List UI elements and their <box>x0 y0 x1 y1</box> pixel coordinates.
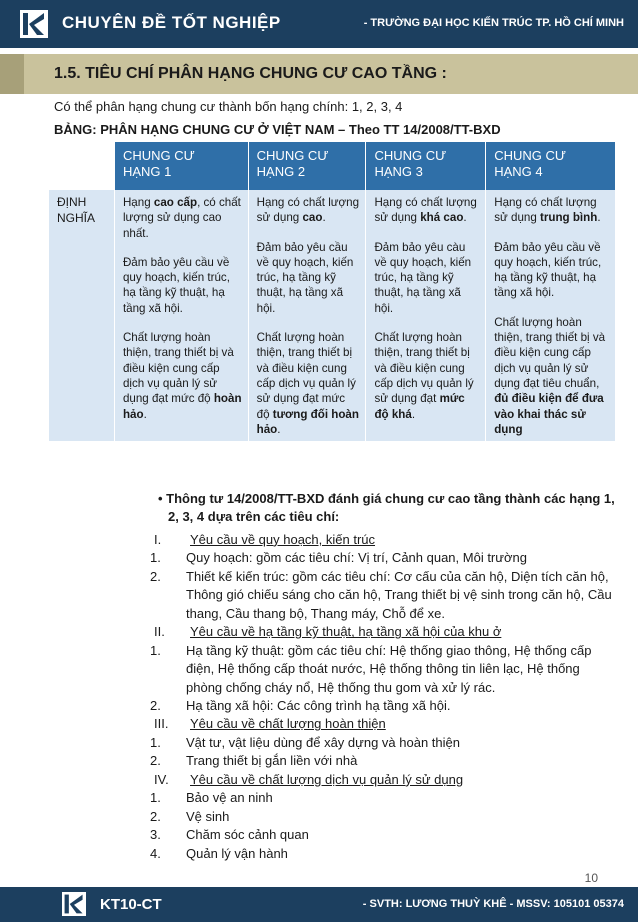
list-item-number: III. <box>154 716 169 732</box>
section-title: 1.5. TIÊU CHÍ PHÂN HẠNG CHUNG CƯ CAO TẦNG : <box>54 65 447 82</box>
table-header-row <box>49 142 616 190</box>
list-item-number: 2. <box>150 697 161 713</box>
criteria-list <box>150 490 616 863</box>
criteria-lead: • Thông tư 14/2008/TT-BXD đánh giá chung cư cao tầng thành các hạng 1, 2, 3, 4 dựa trên các tiêu chí: <box>158 491 615 525</box>
list-item <box>150 771 616 789</box>
header-line-1: CHUNG CƯ <box>122 148 195 163</box>
cell-paragraph: Hạng có chất lượng sử dụng trung bình. <box>494 196 601 225</box>
school-name: - TRƯỜNG ĐẠI HỌC KIẾN TRÚC TP. HỒ CHÍ MINH <box>363 17 624 29</box>
list-item <box>150 531 616 549</box>
list-item-number: 2. <box>150 808 161 824</box>
list-item-number: 3. <box>150 827 161 843</box>
list-item-text: Quản lý vận hành <box>186 845 288 861</box>
cell-paragraph: Chất lượng hoàn thiện, trang thiết bị và điều kiện cung cấp dịch vụ quản lý sử dụng đạt mức độ hoàn hảo. <box>122 331 242 421</box>
section-heading-band <box>0 54 638 94</box>
cell-paragraph: Đảm bảo yêu cầu về quy hoạch, kiến trúc, hạ tầng kỹ thuật, hạ tầng xã hội. <box>122 255 230 315</box>
list-item-number: IV. <box>154 771 169 787</box>
author-info: - SVTH: LƯƠNG THUỲ KHÊ - MSSV: 105101 05374 <box>362 898 624 910</box>
list-item <box>150 715 616 733</box>
table-header-cell <box>486 142 616 190</box>
table-header-cell <box>366 142 486 190</box>
list-item <box>150 789 616 807</box>
top-header-bar <box>0 0 638 48</box>
list-item <box>150 826 616 844</box>
list-item-text: Yêu cầu về chất lượng dịch vụ quản lý sử dụng <box>190 771 464 787</box>
list-item-number: 2. <box>150 753 161 769</box>
list-item <box>150 568 616 623</box>
table-row <box>49 190 616 441</box>
cell-paragraph: Đảm bảo yêu cầu về quy hoạch, kiến trúc, hạ tầng kỹ thuật, hạ tầng xã hội. <box>494 240 602 300</box>
list-item-number: 1. <box>150 790 161 806</box>
brand-title: CHUYÊN ĐỀ TỐT NGHIỆP <box>62 13 281 32</box>
table-cell <box>486 190 616 441</box>
cell-paragraph: Đảm bảo yêu càu về quy hoạch, kiến trúc, hạ tầng kỹ thuật, hạ tầng xã hội. <box>374 240 472 315</box>
cell-paragraph: Chất lượng hoàn thiện, trang thiết bị và điều kiện cung cấp dịch vụ quản lý sử dụng đạt mức độ khá. <box>374 331 474 421</box>
list-item <box>150 845 616 863</box>
list-item-text: Yêu cầu về hạ tầng kỹ thuật, hạ tầng xã hội của khu ở <box>190 624 502 640</box>
header-line-1: CHUNG CƯ <box>256 148 329 163</box>
table-cell <box>366 190 486 441</box>
header-line-2: HẠNG 4 <box>494 164 543 180</box>
list-item <box>150 808 616 826</box>
cell-paragraph: Chất lượng hoàn thiện, trang thiết bị và điều kiện cung cấp dịch vụ quản lý sử dụng đạt mức độ tương đối hoàn hảo. <box>256 331 359 436</box>
list-item-text: Yêu cầu về chất lượng hoàn thiện <box>190 716 386 732</box>
intro-text: Có thể phân hạng chung cư thành bốn hạng chính: 1, 2, 3, 4 <box>54 99 403 114</box>
table-header-cell <box>114 142 248 190</box>
header-line-2: HẠNG 3 <box>374 164 423 180</box>
header-line-2: HẠNG 1 <box>122 164 172 180</box>
table-header-cell <box>248 142 366 190</box>
list-item-text: Bảo vệ an ninh <box>186 790 273 806</box>
list-item-number: 2. <box>150 568 161 584</box>
cell-paragraph: Hạng có chất lượng sử dụng cao. <box>256 196 360 225</box>
table-title: BẢNG: PHÂN HẠNG CHUNG CƯ Ở VIỆT NAM – Theo TT 14/2008/TT-BXD <box>54 122 501 137</box>
cell-paragraph: Chất lượng hoàn thiện, trang thiết bị và điều kiện cung cấp dịch vụ quản lý sử dụng đạt tiêu chuẩn, đủ điều kiện để đưa vào khai thác sử dụng <box>494 315 606 436</box>
heading-accent-bar <box>0 54 24 94</box>
list-item-text: Hạ tầng kỹ thuật: gồm các tiêu chí: Hệ thống giao thông, Hệ thống cấp điện, Hệ thống cấp thoát nước, Hệ thống thông tin liên lạc, Hệ thống phòng chống cháy nổ, Hệ thống thu gom và xử lý rác. <box>186 642 592 695</box>
table-corner-cell <box>49 142 115 190</box>
k-arrow-logo-icon <box>20 10 48 38</box>
course-code: KT10-CT <box>100 896 162 913</box>
list-item-number: II. <box>154 624 165 640</box>
list-item <box>150 623 616 641</box>
list-item-number: 1. <box>150 734 161 750</box>
list-item-text: Trang thiết bị gắn liền với nhà <box>186 753 358 769</box>
list-item-number: 1. <box>150 642 161 658</box>
list-item <box>150 549 616 567</box>
row-label-line-2: NGHĨA <box>57 210 96 225</box>
list-item-text: Vệ sinh <box>186 808 230 824</box>
list-item <box>150 697 616 715</box>
row-label-cell <box>49 190 115 441</box>
footer-bar <box>0 887 638 922</box>
header-line-1: CHUNG CƯ <box>374 148 447 163</box>
list-item <box>150 642 616 697</box>
list-item <box>150 752 616 770</box>
list-item-text: Yêu cầu về quy hoạch, kiến trúc <box>190 531 376 547</box>
cell-paragraph: Hạng có chất lượng sử dụng khá cao. <box>374 196 477 225</box>
row-label-line-1: ĐỊNH <box>57 195 87 209</box>
page-number: 10 <box>584 871 598 885</box>
list-item-number: 4. <box>150 845 161 861</box>
table-cell <box>114 190 248 441</box>
classification-table <box>48 142 616 441</box>
header-line-2: HẠNG 2 <box>256 164 306 180</box>
cell-paragraph: Đảm bảo yêu cầu về quy hoạch, kiến trúc, hạ tầng kỹ thuật, hạ tầng xã hội. <box>256 240 354 315</box>
list-item-text: Chăm sóc cảnh quan <box>186 827 309 843</box>
list-item-text: Hạ tầng xã hội: Các công trình hạ tầng xã hội. <box>186 697 451 713</box>
table-cell <box>248 190 366 441</box>
cell-paragraph: Hạng cao cấp, có chất lượng sử dụng cao nhất. <box>122 196 241 240</box>
list-item-text: Quy hoạch: gồm các tiêu chí: Vị trí, Cảnh quan, Môi trường <box>186 550 527 566</box>
list-item-text: Vật tư, vật liệu dùng để xây dựng và hoàn thiện <box>186 734 460 750</box>
list-item-number: I. <box>154 531 162 547</box>
list-item <box>150 734 616 752</box>
list-item-number: 1. <box>150 550 161 566</box>
k-arrow-logo-icon <box>62 892 86 916</box>
header-line-1: CHUNG CƯ <box>494 148 566 163</box>
list-item-text: Thiết kế kiến trúc: gồm các tiêu chí: Cơ cấu của căn hộ, Diện tích căn hộ, Thông gió chiếu sáng cho căn hộ, Trang thiết bị vệ sinh trong căn hộ, Cầu thang, Cầu thang bộ, Thang máy, Chỗ để xe. <box>186 568 612 621</box>
